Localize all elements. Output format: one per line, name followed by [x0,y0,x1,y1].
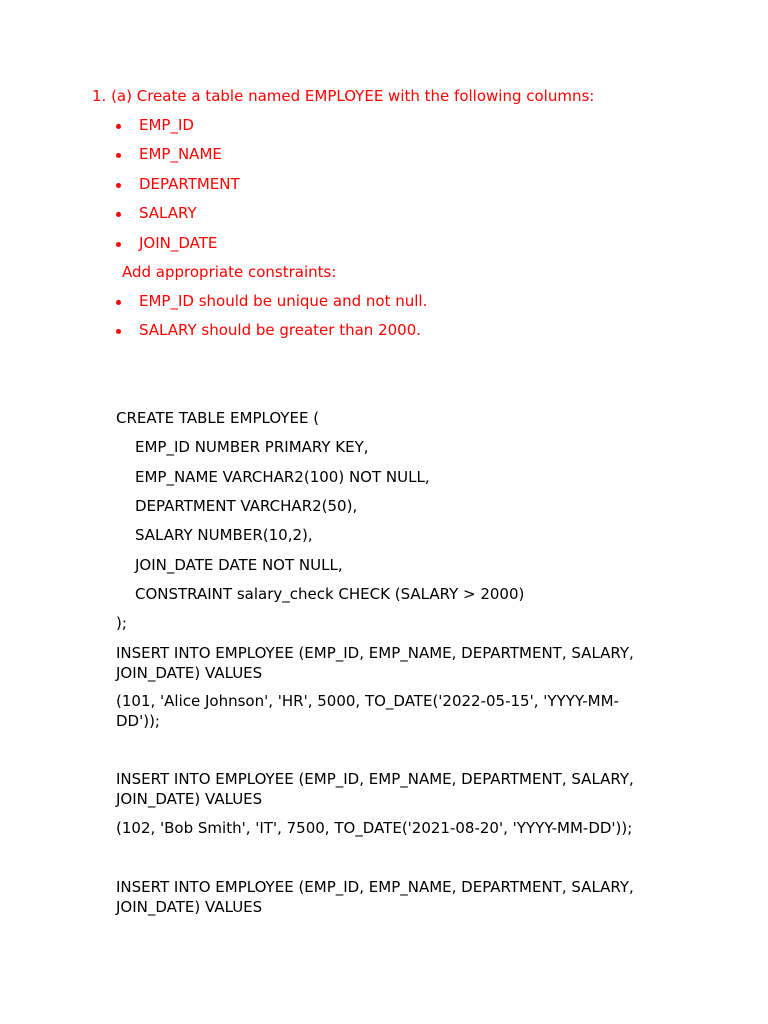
column-item: DEPARTMENT [139,175,240,193]
bullet-icon [116,242,121,247]
sql-create-line: EMP_NAME VARCHAR2(100) NOT NULL, [135,468,430,486]
sql-create-line: JOIN_DATE DATE NOT NULL, [135,556,343,574]
column-item: EMP_NAME [139,145,222,163]
bullet-icon [116,183,121,188]
constraint-item: EMP_ID should be unique and not null. [139,292,428,310]
sql-insert-values: (102, 'Bob Smith', 'IT', 7500, TO_DATE('2021-08-20', 'YYYY-MM-DD')); [116,819,633,837]
column-item: SALARY [139,204,197,222]
bullet-icon [116,212,121,217]
column-item: EMP_ID [139,116,194,134]
sql-create-line: EMP_ID NUMBER PRIMARY KEY, [135,438,369,456]
sql-insert-values: (101, 'Alice Johnson', 'HR', 5000, TO_DATE('2022-05-15', 'YYYY-MM-DD')); [116,692,619,730]
sql-create-line: ); [116,614,127,632]
sql-insert-header: INSERT INTO EMPLOYEE (EMP_ID, EMP_NAME, DEPARTMENT, SALARY, JOIN_DATE) VALUES [116,770,634,808]
sql-insert-header: INSERT INTO EMPLOYEE (EMP_ID, EMP_NAME, DEPARTMENT, SALARY, JOIN_DATE) VALUES [116,644,634,682]
constraints-intro: Add appropriate constraints: [122,263,337,281]
bullet-icon [116,124,121,129]
sql-create-line: CONSTRAINT salary_check CHECK (SALARY > 2000) [135,585,525,603]
bullet-icon [116,300,121,305]
constraint-item: SALARY should be greater than 2000. [139,321,422,339]
sql-create-line: DEPARTMENT VARCHAR2(50), [135,497,358,515]
sql-insert-header: INSERT INTO EMPLOYEE (EMP_ID, EMP_NAME, DEPARTMENT, SALARY, JOIN_DATE) VALUES [116,878,634,916]
column-item: JOIN_DATE [139,234,218,252]
bullet-icon [116,329,121,334]
sql-create-line: SALARY NUMBER(10,2), [135,526,313,544]
question-heading: 1. (a) Create a table named EMPLOYEE with the following columns: [92,87,595,105]
sql-create-line: CREATE TABLE EMPLOYEE ( [116,409,320,427]
bullet-icon [116,153,121,158]
